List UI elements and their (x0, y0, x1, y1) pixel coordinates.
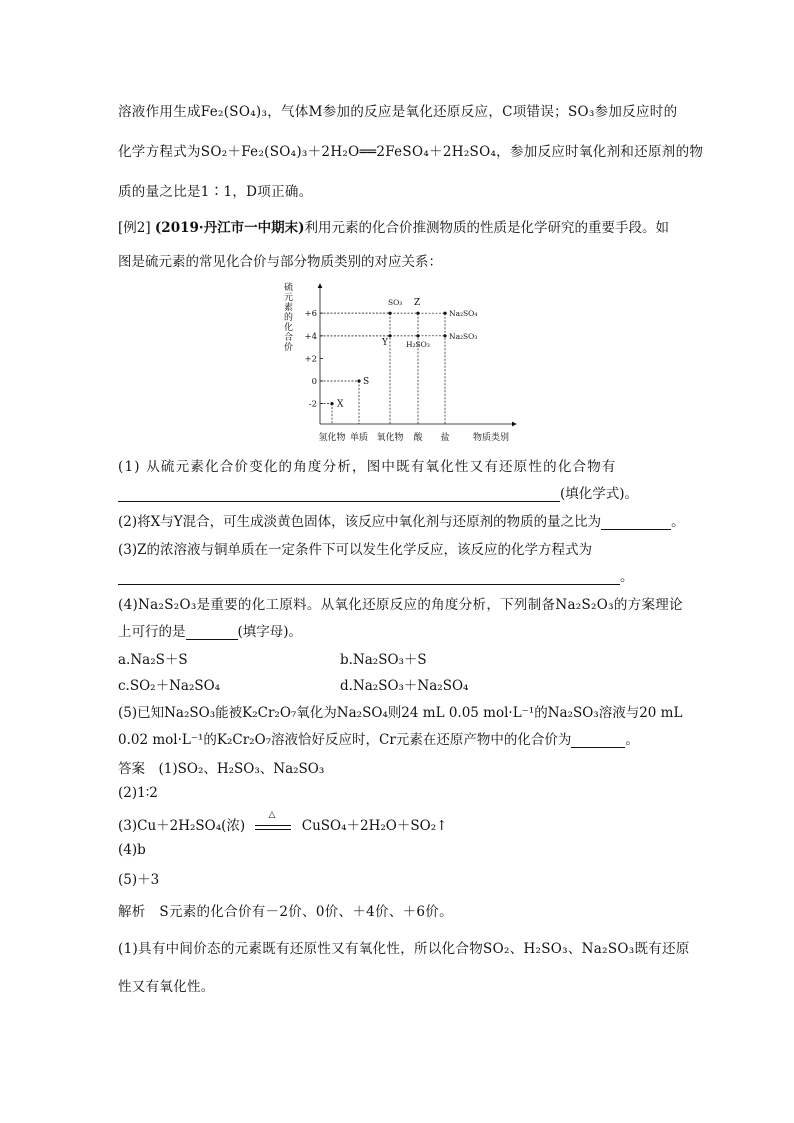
answer-blank-1[interactable] (118, 487, 560, 502)
question-1-text: (1) 从硫元素化合价变化的角度分析，图中既有氧化性又有还原性的化合物有 (118, 459, 617, 475)
question-5-period: 。 (625, 732, 639, 748)
data-point (416, 334, 419, 337)
answer-blank-5[interactable] (571, 733, 625, 748)
analysis-line-1: 解析 S元素的化合价有－2价、0价、＋4价、＋6价。 (118, 904, 453, 920)
answer-2: (2)1∶2 (118, 785, 158, 801)
point-label: Na₂SO₄ (449, 309, 478, 319)
point-label: Z (414, 298, 421, 309)
answer-blank-3[interactable] (118, 570, 620, 585)
example-line-2: 图是硫元素的常见化合价与部分物质类别的对应关系： (118, 254, 442, 270)
question-2 (118, 510, 685, 530)
data-point (416, 312, 419, 315)
heat-delta-icon: △ (268, 809, 276, 820)
y-label-char: 元 (284, 293, 294, 303)
question-5-prompt: 0.02 mol·L⁻¹的K₂Cr₂O₇溶液恰好反应时，Cr元素在还原产物中的化合价为 (118, 732, 572, 748)
y-tick-label: +6 (304, 309, 317, 320)
example-tag: [例2] (118, 220, 151, 236)
point-label: S (363, 377, 370, 387)
y-label-char: 素 (284, 303, 294, 313)
x-tick-label: 单质 (349, 433, 369, 443)
y-axis-label (284, 281, 293, 353)
intro-line-3: 质的量之比是1∶1，D项正确。 (118, 184, 313, 200)
example-source: (2019·丹江市一中期末) (154, 220, 305, 236)
point-label: H₂SO₃ (406, 339, 430, 349)
y-tick-label: +2 (304, 354, 317, 365)
question-4-prompt: 上可行的是 (118, 624, 186, 640)
y-label-char: 合 (284, 333, 294, 343)
y-tick-label: +4 (304, 331, 317, 342)
intro-line-1: 溶液作用生成Fe₂(SO₄)₃，气体M参加的反应是氧化还原反应，C项错误；SO₃参加反应时的 (118, 104, 678, 120)
question-4-line-2 (118, 620, 302, 640)
question-3-text: (3)Z的浓溶液与铜单质在一定条件下可以发生化学反应，该反应的化学方程式为 (118, 542, 593, 558)
point-label: X (337, 399, 344, 410)
y-tick-label: -2 (308, 399, 317, 410)
answer-3-right: CuSO₄＋2H₂O＋SO₂↑ (301, 818, 448, 834)
data-point (330, 402, 333, 405)
y-label-char: 化 (284, 323, 294, 333)
example-line-1 (118, 216, 669, 236)
point-label: Y (382, 337, 388, 348)
equilibrium-arrow-icon (255, 809, 291, 832)
analysis-line-3: 性又有氧化性。 (118, 979, 215, 995)
question-3-line-2 (118, 565, 634, 585)
y-label-char: 价 (284, 343, 294, 353)
sulfur-valence-chart (280, 278, 530, 443)
example-text-1: 利用元素的化合价推测物质的性质是化学研究的重要手段。如 (304, 220, 669, 236)
answer-1: 答案 (1)SO₂、H₂SO₃、Na₂SO₃ (118, 761, 325, 777)
answer-blank-2[interactable] (601, 515, 671, 530)
analysis-line-2: (1)具有中间价态的元素既有还原性又有氧化性，所以化合物SO₂、H₂SO₃、Na₂SO₃既有还原 (118, 941, 690, 957)
options-row-1 (118, 648, 188, 668)
y-tick-label: 0 (311, 377, 317, 387)
option-d: d.Na₂SO₃＋Na₂SO₄ (340, 678, 469, 694)
answer-4: (4)b (118, 842, 146, 858)
data-point (357, 379, 360, 382)
x-tick-label: 氧化物 (376, 433, 404, 443)
data-point (443, 312, 446, 315)
options-row-2 (118, 674, 220, 694)
point-label: SO₃ (388, 298, 403, 308)
question-1-line-2 (118, 482, 638, 502)
point-label: Na₂SO₃ (449, 331, 478, 341)
data-point (388, 334, 391, 337)
option-c: c.SO₂＋Na₂SO₄ (118, 678, 221, 694)
x-axis-label: 物质类别 (473, 433, 510, 443)
data-point (443, 334, 446, 337)
question-4-text: (4)Na₂S₂O₃是重要的化工原料。从氧化还原反应的角度分析，下列制备Na₂S₂O₃的方案理论 (118, 597, 683, 613)
question-5-line-2 (118, 728, 639, 748)
answer-blank-4[interactable] (186, 625, 238, 640)
x-tick-label: 氢化物 (318, 433, 346, 443)
x-tick-label: 酸 (413, 433, 423, 443)
question-1-suffix: (填化学式)。 (560, 486, 639, 502)
question-5-text: (5)已知Na₂SO₃能被K₂Cr₂O₇氧化为Na₂SO₄则24 mL 0.05 mol·L⁻¹的Na₂SO₃溶液与20 mL (118, 705, 683, 721)
answer-3-left: (3)Cu＋2H₂SO₄(浓) (118, 818, 246, 834)
question-2-text: (2)将X与Y混合，可生成淡黄色固体，该反应中氧化剂与还原剂的物质的量之比为 (118, 514, 602, 530)
question-3-period: 。 (620, 569, 634, 585)
answer-5: (5)＋3 (118, 872, 160, 888)
y-label-char: 的 (284, 313, 294, 323)
answer-3 (118, 809, 448, 834)
intro-line-2: 化学方程式为SO₂＋Fe₂(SO₄)₃＋2H₂O══2FeSO₄＋2H₂SO₄，参加反应时氧化剂和还原剂的物 (118, 144, 704, 160)
data-point (388, 312, 391, 315)
question-4-suffix: (填字母)。 (237, 624, 303, 640)
question-2-period: 。 (671, 514, 685, 530)
x-tick-label: 盐 (440, 433, 450, 443)
option-b: b.Na₂SO₃＋S (340, 652, 427, 668)
option-a: a.Na₂S＋S (118, 652, 188, 668)
y-label-char: 硫 (284, 283, 294, 293)
